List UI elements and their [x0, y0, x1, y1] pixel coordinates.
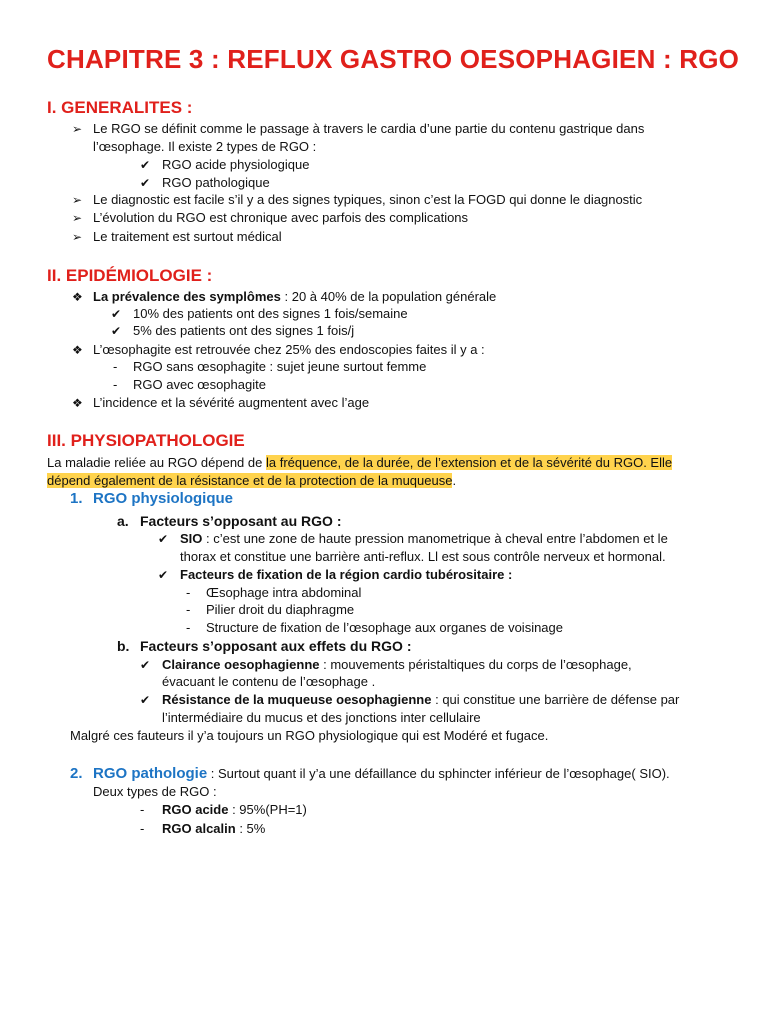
- list-number-2: 2.: [70, 765, 83, 782]
- arrow-bullet-icon: ➢: [72, 230, 83, 244]
- epidemio-item-2: L’œsophagite est retrouvée chez 25% des endoscopies faites il y a :: [93, 342, 485, 357]
- resistance-bold: Résistance de la muqueuse oesophagienne: [162, 692, 432, 707]
- rgo-pathologie-rest: : Surtout quant il y’a une défaillance du sphincter inférieur de l’œsophage( SIO).: [207, 766, 670, 781]
- rgo-pathologie-line: [93, 765, 670, 783]
- epidemio-item-3: L’incidence et la sévérité augmentent avec l’age: [93, 395, 370, 410]
- subsection-a-title: Facteurs s’opposant au RGO :: [140, 513, 342, 529]
- physio-intro-line-2: [47, 472, 456, 490]
- diamond-bullet-icon: ❖: [72, 396, 83, 410]
- epidemio-sub-1: 10% des patients ont des signes 1 fois/semaine: [133, 306, 408, 321]
- rgo-alcalin-rest: : 5%: [235, 821, 266, 836]
- rgo-alcalin-line: [162, 820, 265, 838]
- sio-rest: : c’est une zone de haute pression manometrique à cheval entre l’abdomen et le: [202, 531, 668, 546]
- epidemio-dash-2: RGO avec œsophagite: [133, 377, 266, 392]
- fixation-title: Facteurs de fixation de la région cardio tubérositaire :: [180, 567, 513, 582]
- generalites-item-4: Le traitement est surtout médical: [93, 229, 282, 244]
- checkmark-icon: ✔: [111, 307, 122, 321]
- checkmark-icon: ✔: [158, 532, 169, 546]
- sio-line-1: [180, 530, 668, 548]
- rgo-acide-bold: RGO acide: [162, 802, 229, 817]
- sio-bold: SIO: [180, 531, 203, 546]
- checkmark-icon: ✔: [140, 693, 151, 707]
- rgo-alcalin-bold: RGO alcalin: [162, 821, 236, 836]
- generalites-item-1: Le RGO se définit comme le passage à travers le cardia d’une partie du contenu gastrique dans: [93, 121, 645, 136]
- resistance-line-1: [162, 691, 679, 709]
- epidemio-sub-2: 5% des patients ont des signes 1 fois/j: [133, 323, 355, 338]
- dash-bullet: -: [140, 821, 145, 836]
- rgo-acide-line: [162, 801, 307, 819]
- section-heading-epidemiologie: II. EPIDÉMIOLOGIE :: [47, 266, 213, 285]
- subsection-rgo-physiologique: RGO physiologique: [93, 490, 234, 507]
- epidemio-item-1-rest: : 20 à 40% de la population générale: [280, 289, 497, 304]
- section-heading-generalites: I. GENERALITES :: [47, 98, 193, 117]
- subsection-b-title: Facteurs s’opposant aux effets du RGO :: [140, 638, 412, 654]
- fixation-item-3: Structure de fixation de l’œsophage aux organes de voisinage: [206, 620, 563, 635]
- list-letter-a: a.: [117, 513, 129, 529]
- dash-bullet: -: [186, 602, 191, 617]
- epidemio-item-1-bold: La prévalence des symplômes: [93, 289, 281, 304]
- diamond-bullet-icon: ❖: [72, 343, 83, 357]
- subsection-rgo-pathologie: RGO pathologie: [93, 765, 208, 782]
- section-heading-physiopathologie: III. PHYSIOPATHOLOGIE: [47, 431, 245, 450]
- dash-bullet: -: [113, 359, 118, 374]
- arrow-bullet-icon: ➢: [72, 211, 83, 225]
- page-title: CHAPITRE 3 : REFLUX GASTRO OESOPHAGIEN : RGO: [47, 44, 740, 74]
- generalites-item-3: L’évolution du RGO est chronique avec parfois des complications: [93, 210, 469, 225]
- deux-types-line: Deux types de RGO :: [93, 784, 217, 799]
- checkmark-icon: ✔: [140, 176, 151, 190]
- malgre-paragraph: Malgré ces fauteurs il y’a toujours un RGO physiologique qui est Modéré et fugace.: [70, 728, 549, 743]
- clairance-rest: : mouvements péristaltiques du corps de l’œsophage,: [319, 657, 632, 672]
- generalites-item-2: Le diagnostic est facile s’il y a des signes typiques, sinon c’est la FOGD qui donne le diagnostic: [93, 192, 643, 207]
- fixation-item-1: Œsophage intra abdominal: [206, 585, 362, 600]
- arrow-bullet-icon: ➢: [72, 193, 83, 207]
- resistance-rest: : qui constitue une barrière de défense par: [431, 692, 680, 707]
- diamond-bullet-icon: ❖: [72, 290, 83, 304]
- generalites-item-1-cont: l’œsophage. Il existe 2 types de RGO :: [93, 139, 317, 154]
- dash-bullet: -: [186, 585, 191, 600]
- checkmark-icon: ✔: [158, 568, 169, 582]
- rgo-acide-rest: : 95%(PH=1): [228, 802, 307, 817]
- clairance-line-1: [162, 656, 632, 674]
- clairance-line-2: évacuant le contenu de l’œsophage .: [162, 674, 376, 689]
- checkmark-icon: ✔: [140, 158, 151, 172]
- checkmark-icon: ✔: [140, 658, 151, 672]
- list-letter-b: b.: [117, 638, 130, 654]
- epidemio-item-1: [93, 288, 496, 306]
- resistance-line-2: l’intermédiaire du mucus et des jonctions inter cellulaire: [162, 710, 481, 725]
- rgo-type-1: RGO acide physiologique: [162, 157, 310, 172]
- physio-intro-highlight-2: dépend également de la résistance et de la protection de la muqueuse: [47, 473, 453, 488]
- arrow-bullet-icon: ➢: [72, 122, 83, 136]
- dash-bullet: -: [186, 620, 191, 635]
- checkmark-icon: ✔: [111, 324, 122, 338]
- physio-intro-plain: La maladie reliée au RGO dépend de: [47, 455, 266, 470]
- physio-intro-highlight-1: la fréquence, de la durée, de l’extension et de la sévérité du RGO. Elle: [265, 455, 673, 470]
- rgo-type-2: RGO pathologique: [162, 175, 270, 190]
- dash-bullet: -: [113, 377, 118, 392]
- physio-intro-end: .: [452, 473, 457, 488]
- fixation-item-2: Pilier droit du diaphragme: [206, 602, 355, 617]
- clairance-bold: Clairance oesophagienne: [162, 657, 320, 672]
- sio-line-2: thorax et constitue une barrière anti-reflux. Ll est sous contrôle nerveux et hormonal.: [180, 549, 666, 564]
- epidemio-dash-1: RGO sans œsophagite : sujet jeune surtout femme: [133, 359, 427, 374]
- dash-bullet: -: [140, 802, 145, 817]
- physio-intro-line-1: [47, 454, 672, 472]
- list-number-1: 1.: [70, 490, 83, 507]
